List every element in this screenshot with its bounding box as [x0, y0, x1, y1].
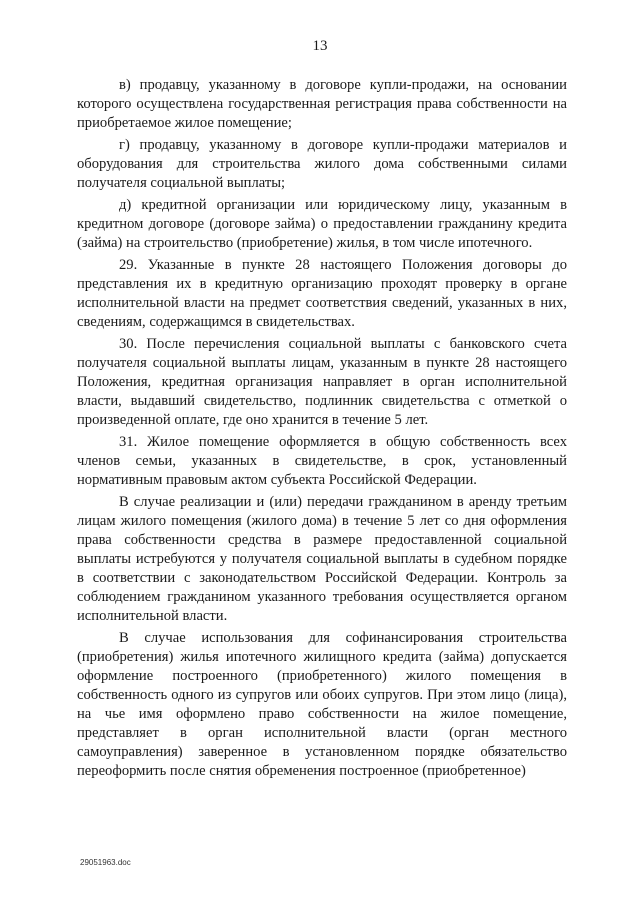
- paragraph-31: 31. Жилое помещение оформляется в общую собственность всех членов семьи, указанных в свидетельстве, в срок, установленный нормативным правовым актом субъекта Российской Федерации.: [77, 434, 567, 488]
- paragraph-subitem-d: д) кредитной организации или юридическому лицу, указанным в кредитном договоре (договоре займа) о предоставлении гражданину кредита (займа) на строительство (приобретение) жилья, в том числе ипотечного.: [77, 197, 567, 251]
- paragraph-31-rental: В случае реализации и (или) передачи гражданином в аренду третьим лицам жилого помещения (жилого дома) в течение 5 лет со дня оформления права собственности средства в размере предоставленной социальной выплаты истребуются у получателя социальной выплаты в судебном порядке в соответствии с законодательством Российской Федерации. Контроль за соблюдением гражданином указанного требования осуществляется органом исполнительной власти.: [77, 494, 567, 624]
- paragraph-29: 29. Указанные в пункте 28 настоящего Положения договоры до представления их в кредитную организацию проходят проверку в органе исполнительной власти на предмет соответствия сведений, указанных в них, сведениям, содержащимся в свидетельствах.: [77, 257, 567, 330]
- document-body: [77, 76, 567, 784]
- page-number: 13: [312, 38, 328, 54]
- paragraph-31-mortgage: В случае использования для софинансирования строительства (приобретения) жилья ипотечного жилищного кредита (займа) допускается оформление построенного (приобретенного) жилого помещения в собственность одного из супругов или обоих супругов. При этом лицо (лица), на чье имя оформлено право собственности на жилое помещение, представляет в орган исполнительной власти (орган местного самоуправления) заверенное в установленном порядке обязательство переоформить после снятия обременения построенное (приобретенное): [77, 630, 567, 779]
- paragraph-subitem-v: в) продавцу, указанному в договоре купли-продажи, на основании которого осуществлена государственная регистрация права собственности на приобретаемое жилое помещение;: [77, 77, 567, 131]
- footer-filename: 29051963.doc: [80, 858, 131, 867]
- paragraph-subitem-g: г) продавцу, указанному в договоре купли-продажи материалов и оборудования для строительства жилого дома собственными силами получателя социальной выплаты;: [77, 137, 567, 191]
- paragraph-30: 30. После перечисления социальной выплаты с банковского счета получателя социальной выплаты лицам, указанным в пункте 28 настоящего Положения, кредитная организация направляет в орган исполнительной власти, выдавший свидетельство, подлинник свидетельства с отметкой о произведенной оплате, где оно хранится в течение 5 лет.: [77, 336, 567, 428]
